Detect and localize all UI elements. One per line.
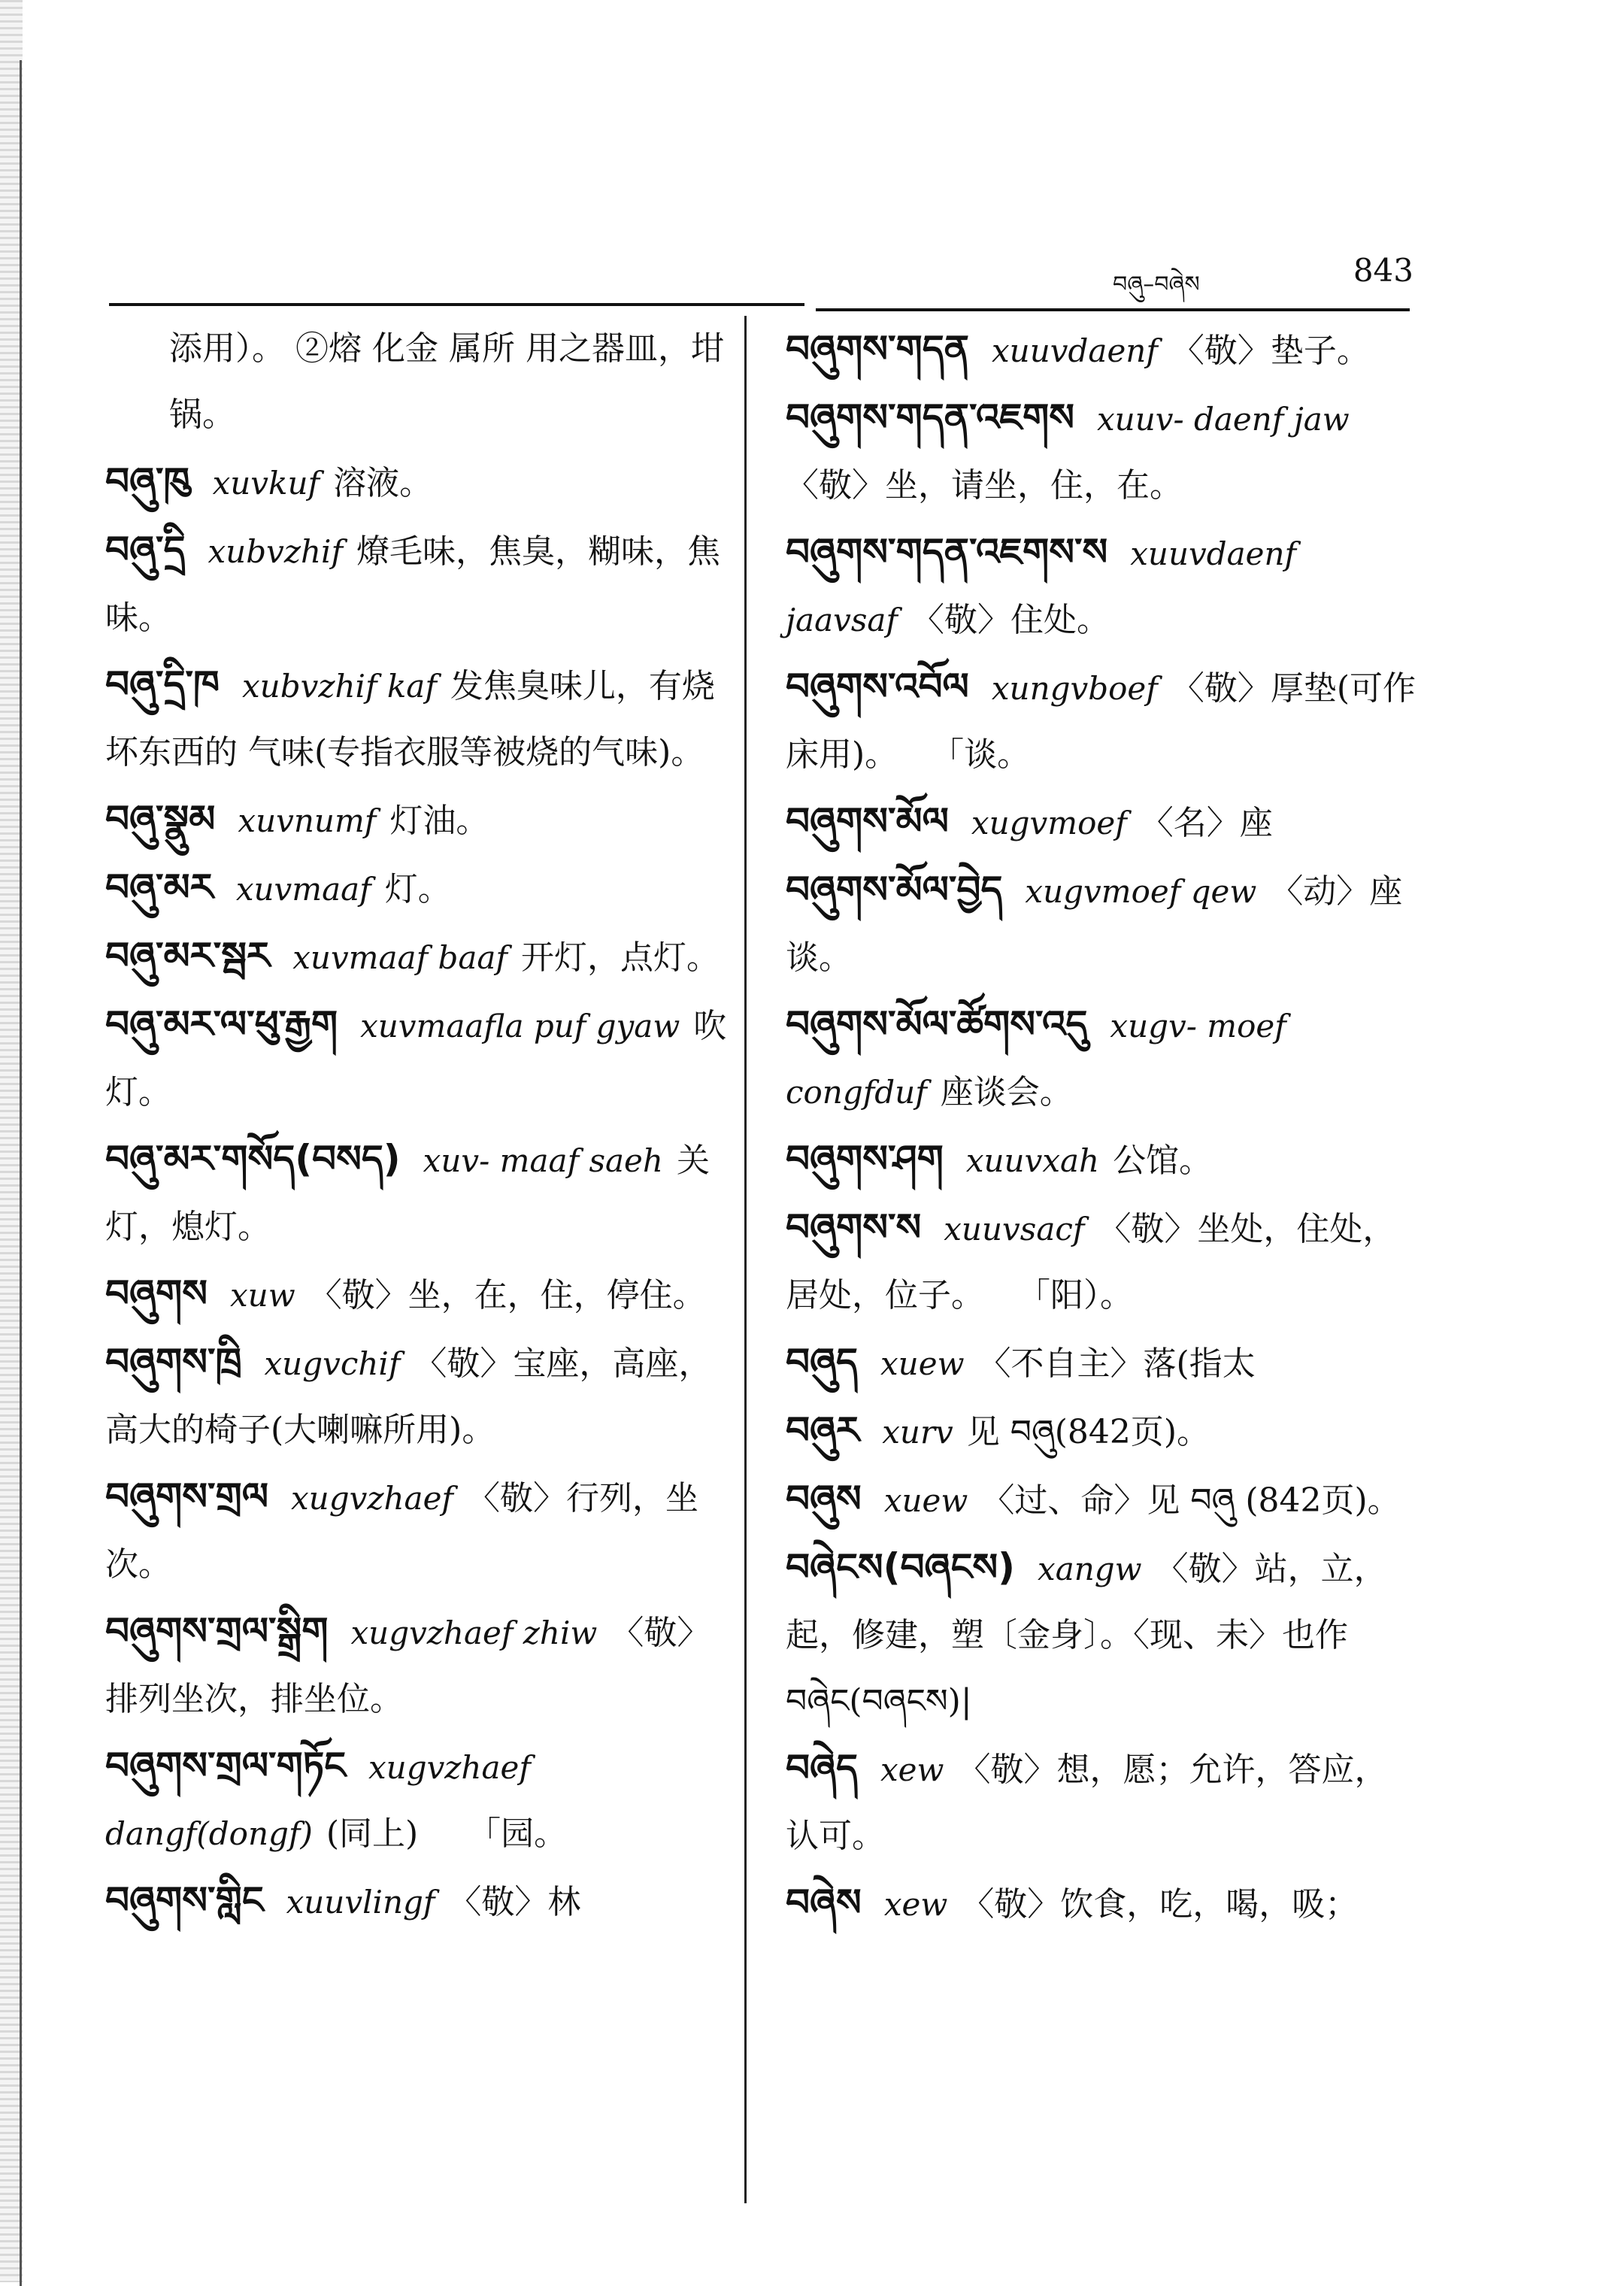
entry-headword: བཞུགས <box>105 1272 208 1315</box>
entry-headword: བཞེད <box>786 1746 858 1790</box>
dictionary-entry <box>105 786 733 854</box>
entry-gloss: 〈过、命〉见 བཞུ (842页)。 <box>981 1481 1401 1520</box>
dictionary-entry <box>786 1194 1417 1329</box>
entry-pronunciation: xuew <box>880 1345 965 1382</box>
dictionary-entry <box>105 1733 733 1867</box>
dictionary-entry <box>105 651 733 786</box>
entry-pronunciation: xugvzhaef dangf(dongf) <box>105 1749 531 1852</box>
entry-headword: བཞུགས་ཤག <box>786 1137 944 1181</box>
running-head: བཞུ–བཞེས <box>1113 271 1200 298</box>
entry-pronunciation: xew <box>880 1751 944 1788</box>
dictionary-entry <box>105 991 733 1126</box>
entry-gloss: 〈敬〉饮食，吃，喝，吸； <box>961 1885 1359 1924</box>
dictionary-entry <box>786 1397 1417 1466</box>
entry-headword: བཞུ་མར་སྦར <box>105 934 271 978</box>
entry-gloss: 开灯，点灯。 <box>520 938 720 977</box>
header-rule-left <box>109 303 804 306</box>
entry-headword: བཞུ་ཁུ <box>105 459 190 503</box>
entry-headword: བཞུགས་གྲལ <box>105 1475 268 1518</box>
dictionary-entry <box>786 1466 1417 1534</box>
dictionary-entry <box>105 517 733 651</box>
entry-gloss: 灯。 <box>384 870 451 908</box>
entry-headword: བཞུགས་གདན་འཇགས <box>786 396 1074 439</box>
entry-pronunciation: xugvzhaef <box>291 1480 453 1517</box>
entry-pronunciation: xuuvdaenf <box>992 332 1158 369</box>
right-column <box>786 316 1417 1938</box>
entry-pronunciation: xungvboef <box>991 670 1158 707</box>
entry-gloss: 见 བཞུ(842页)。 <box>966 1413 1210 1451</box>
entry-pronunciation: xuw <box>230 1277 295 1314</box>
entry-pronunciation: xuvkuf <box>212 465 320 502</box>
entry-headword: བཞུགས་མོལ་བྱེད <box>786 868 1003 911</box>
entry-gloss: 灯油。 <box>389 802 489 840</box>
entry-gloss: 座谈会。 <box>940 1073 1073 1111</box>
page-number: 843 <box>1353 252 1413 289</box>
entry-gloss: 发焦臭味儿，有烧坏东西的 气味(专指衣服等被烧的气味)。 <box>105 667 715 772</box>
entry-gloss: 溶液。 <box>333 464 433 502</box>
entry-gloss: 〈敬〉站，立，起，修建，塑〔金身〕。〈现、未〉也作 བཞེང(བཞངས)| <box>786 1550 1387 1721</box>
dictionary-entry <box>786 316 1417 384</box>
entry-headword: བཞུགས་ས <box>786 1205 922 1249</box>
entry-headword: བཞུགས་འབོལ <box>786 665 969 708</box>
entry-pronunciation: xubvzhif <box>208 533 344 570</box>
dictionary-entry <box>786 384 1417 519</box>
entry-headword: བཞུར <box>786 1408 860 1452</box>
entry-gloss: 〈敬〉垫子。 <box>1171 332 1370 370</box>
entry-gloss: 〈名〉座 <box>1140 804 1273 842</box>
entry-headword: བཞུ་སྣུམ <box>105 797 216 841</box>
entry-headword: བཞུ་མར <box>105 866 214 909</box>
entry-gloss: 〈敬〉住处。 <box>910 601 1110 639</box>
entry-headword: བཞུ་དྲི <box>105 528 186 572</box>
entry-headword: བཞུ་མར་ལ་ཕུ་རྒྱག <box>105 1002 338 1046</box>
entry-headword: བཞུ་མར་གསོད(བསད) <box>105 1137 401 1181</box>
entry-headword: བཞེས <box>786 1881 862 1924</box>
dictionary-entry <box>105 1598 733 1733</box>
entry-headword: བཞུགས་མོལ་ཚོགས་འདུ <box>786 1002 1088 1046</box>
dictionary-entry <box>786 1126 1417 1194</box>
entry-pronunciation: xugvzhaef zhiw <box>350 1614 598 1651</box>
entry-headword: བཞེངས(བཞངས) <box>786 1545 1016 1589</box>
entry-gloss: 〈不自主〉落(指太 <box>977 1345 1256 1383</box>
dictionary-entry <box>786 991 1417 1126</box>
dictionary-entry <box>105 854 733 923</box>
entry-gloss: (同上) 「园。 <box>326 1815 568 1853</box>
entry-pronunciation: xuv- maaf saeh <box>423 1142 663 1179</box>
entry-gloss: 〈动〉座谈。 <box>786 872 1403 977</box>
entry-gloss: 〈敬〉想，愿；允许，答应，认可。 <box>786 1751 1388 1855</box>
entry-pronunciation: xugv- moef congfduf <box>786 1008 1286 1111</box>
entry-pronunciation: xugvchif <box>264 1345 401 1382</box>
dictionary-entry <box>786 788 1417 856</box>
entry-pronunciation: xuuv- daenf jaw <box>1096 401 1350 438</box>
entry-gloss: 〈敬〉行列，坐次。 <box>105 1479 698 1584</box>
entry-gloss: 〈敬〉排列坐次，排坐位。 <box>105 1614 710 1718</box>
entry-gloss: 〈敬〉坐处，住处，居处，位子。 「阳）。 <box>786 1210 1396 1314</box>
entry-headword: བཞུད <box>786 1340 858 1384</box>
entry-headword: བཞུས <box>786 1477 862 1520</box>
entry-headword: བཞུགས་གདན་འཇགས་ས <box>786 530 1108 574</box>
entry-headword: བཞུགས་མོལ <box>786 799 949 843</box>
dictionary-entry <box>786 519 1417 653</box>
dictionary-entry <box>105 1260 733 1329</box>
entry-gloss: 〈敬〉宝座，高座，高大的椅子(大喇嘛所用)。 <box>105 1345 712 1449</box>
entry-pronunciation: xuuvlingf <box>286 1884 435 1921</box>
left-column <box>105 316 733 1936</box>
entry-gloss: 〈敬〉林 <box>448 1883 581 1921</box>
entry-headword: བཞུགས་གྲལ་སྒྲིག <box>105 1609 329 1653</box>
entry-pronunciation: xuuvxah <box>965 1142 1100 1179</box>
entry-headword: བཞུགས་གླིང <box>105 1878 264 1922</box>
entry-gloss: 关灯，熄灯。 <box>105 1141 710 1246</box>
continuation-text: 添用）。 ②熔 化金 属所 用之器皿，坩锅。 <box>169 329 724 434</box>
entry-headword: བཞུགས་གྲལ་གཏོང <box>105 1744 346 1787</box>
entry-headword: བཞུ་དྲི་ཁ <box>105 662 220 706</box>
dictionary-entry <box>786 653 1417 788</box>
dictionary-entry <box>786 1534 1417 1735</box>
entry-pronunciation: xew <box>883 1886 948 1923</box>
entry-gloss: 燎毛味，焦臭，糊味，焦味。 <box>105 532 721 637</box>
entry-headword: བཞུགས་ཁྲི <box>105 1340 242 1384</box>
entry-pronunciation: xurv <box>882 1414 953 1451</box>
entry-gloss: 〈敬〉厚垫(可作床用)。 「谈。 <box>786 669 1416 774</box>
dictionary-entry <box>786 1329 1417 1397</box>
entry-pronunciation: xuew <box>883 1482 968 1519</box>
entry-pronunciation: xuvnumf <box>238 802 377 839</box>
entry-pronunciation: xugvmoef <box>971 805 1127 841</box>
entry-pronunciation: xubvzhif kaf <box>242 668 437 705</box>
dictionary-entry <box>786 856 1417 991</box>
entry-pronunciation: xuuvdaenf jaavsaf <box>786 535 1297 638</box>
entry-pronunciation: xuvmaaf baaf <box>292 939 508 976</box>
dictionary-entry <box>105 1867 733 1936</box>
entry-gloss: 〈敬〉坐，请坐，住，在。 <box>786 466 1183 505</box>
dictionary-entry <box>105 448 733 517</box>
dictionary-entry <box>786 1735 1417 1869</box>
entry-pronunciation: xuvmaafla puf gyaw <box>360 1008 680 1044</box>
dictionary-entry <box>105 923 733 991</box>
dictionary-entry <box>105 1463 733 1598</box>
dictionary-entry <box>105 1126 733 1260</box>
entry-headword: བཞུགས་གདན <box>786 327 969 371</box>
column-divider <box>744 316 747 2203</box>
header-rule-right <box>816 308 1410 311</box>
entry-pronunciation: xugvmoef qew <box>1025 873 1257 910</box>
entry-gloss: 吹灯。 <box>105 1007 727 1111</box>
dictionary-entry <box>786 1869 1417 1938</box>
entry-pronunciation: xangw <box>1038 1551 1142 1587</box>
entry-pronunciation: xuuvsacf <box>944 1211 1085 1248</box>
page-header <box>1113 252 1413 297</box>
scan-edge-line <box>20 60 22 2286</box>
entry-gloss: 公馆。 <box>1113 1141 1213 1180</box>
entry-gloss: 〈敬〉坐，在，住，停住。 <box>308 1276 706 1314</box>
dictionary-entry <box>105 1329 733 1463</box>
entry-pronunciation: xuvmaaf <box>235 871 371 908</box>
